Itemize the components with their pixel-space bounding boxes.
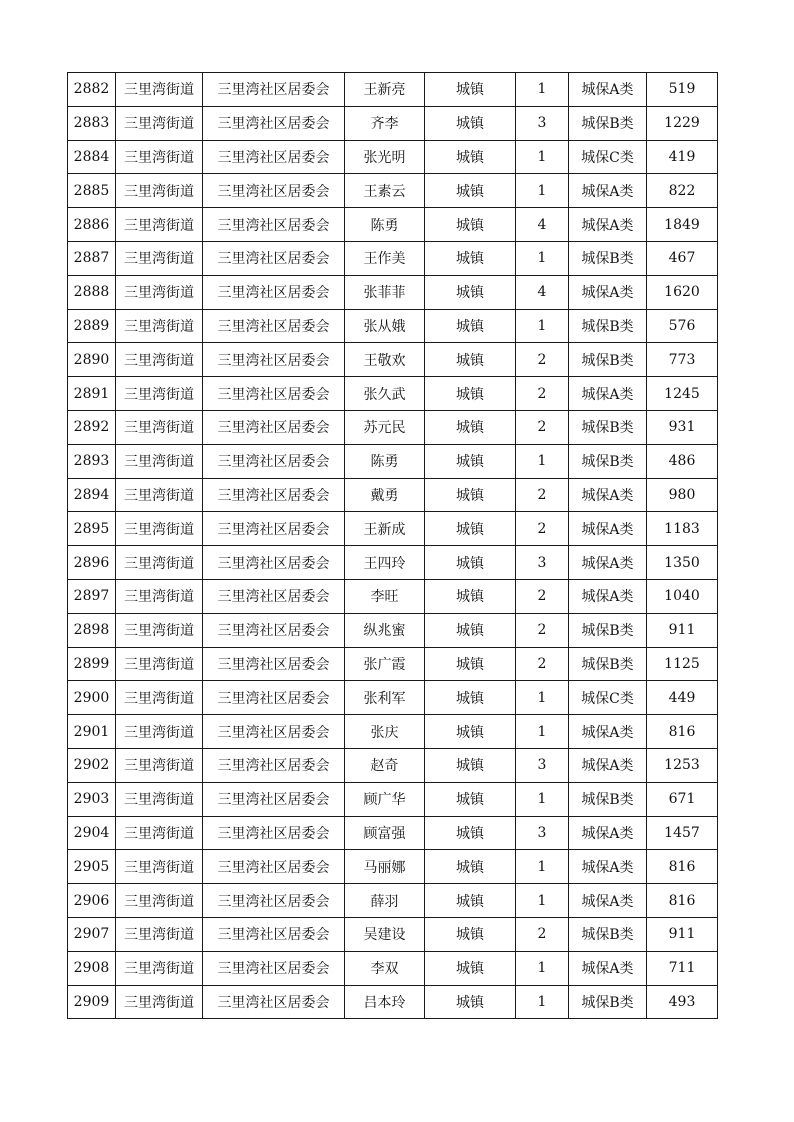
table-row [68,241,718,275]
name-cell: 陈勇 [345,444,425,478]
insurance-category-cell: 城保B类 [569,444,647,478]
table-row [68,512,718,546]
amount-cell: 1229 [647,106,718,140]
table-row [68,275,718,309]
name-cell: 张庆 [345,715,425,749]
amount-cell: 1620 [647,275,718,309]
name-cell: 顾富强 [345,816,425,850]
name-cell: 薛羽 [345,884,425,918]
insurance-category-cell: 城保A类 [569,715,647,749]
record-number: 2907 [68,917,116,951]
record-number: 2887 [68,241,116,275]
household-count-cell: 2 [516,512,569,546]
area-type-cell: 城镇 [425,985,516,1019]
area-type-cell: 城镇 [425,816,516,850]
area-type-cell: 城镇 [425,410,516,444]
amount-cell: 816 [647,850,718,884]
amount-cell: 1457 [647,816,718,850]
table-row [68,478,718,512]
amount-cell: 486 [647,444,718,478]
household-count-cell: 2 [516,343,569,377]
household-count-cell: 1 [516,681,569,715]
amount-cell: 519 [647,73,718,107]
record-number: 2902 [68,748,116,782]
table-row [68,985,718,1019]
table-row [68,106,718,140]
table-row [68,546,718,580]
record-number: 2896 [68,546,116,580]
area-type-cell: 城镇 [425,444,516,478]
insurance-category-cell: 城保B类 [569,917,647,951]
name-cell: 王四玲 [345,546,425,580]
street-cell: 三里湾街道 [116,377,203,411]
insurance-category-cell: 城保A类 [569,478,647,512]
table-row [68,140,718,174]
committee-cell: 三里湾社区居委会 [203,850,345,884]
insurance-category-cell: 城保B类 [569,241,647,275]
name-cell: 苏元民 [345,410,425,444]
record-number: 2892 [68,410,116,444]
amount-cell: 1253 [647,748,718,782]
area-type-cell: 城镇 [425,579,516,613]
insurance-category-cell: 城保A类 [569,73,647,107]
area-type-cell: 城镇 [425,106,516,140]
record-number: 2895 [68,512,116,546]
record-number: 2883 [68,106,116,140]
street-cell: 三里湾街道 [116,951,203,985]
amount-cell: 911 [647,613,718,647]
household-count-cell: 1 [516,140,569,174]
area-type-cell: 城镇 [425,917,516,951]
household-count-cell: 2 [516,579,569,613]
street-cell: 三里湾街道 [116,106,203,140]
area-type-cell: 城镇 [425,850,516,884]
household-count-cell: 4 [516,275,569,309]
street-cell: 三里湾街道 [116,512,203,546]
street-cell: 三里湾街道 [116,410,203,444]
insurance-category-cell: 城保A类 [569,816,647,850]
amount-cell: 911 [647,917,718,951]
committee-cell: 三里湾社区居委会 [203,174,345,208]
area-type-cell: 城镇 [425,546,516,580]
street-cell: 三里湾街道 [116,748,203,782]
table-row [68,884,718,918]
name-cell: 张菲菲 [345,275,425,309]
roster-table-body [68,73,718,1019]
record-number: 2899 [68,647,116,681]
street-cell: 三里湾街道 [116,241,203,275]
name-cell: 张利军 [345,681,425,715]
insurance-category-cell: 城保A类 [569,951,647,985]
committee-cell: 三里湾社区居委会 [203,343,345,377]
household-count-cell: 1 [516,985,569,1019]
amount-cell: 1183 [647,512,718,546]
area-type-cell: 城镇 [425,377,516,411]
street-cell: 三里湾街道 [116,681,203,715]
committee-cell: 三里湾社区居委会 [203,309,345,343]
street-cell: 三里湾街道 [116,309,203,343]
area-type-cell: 城镇 [425,782,516,816]
record-number: 2908 [68,951,116,985]
name-cell: 张广霞 [345,647,425,681]
table-row [68,850,718,884]
table-row [68,613,718,647]
household-count-cell: 2 [516,410,569,444]
street-cell: 三里湾街道 [116,917,203,951]
table-row [68,647,718,681]
insurance-category-cell: 城保A类 [569,884,647,918]
table-row [68,917,718,951]
committee-cell: 三里湾社区居委会 [203,377,345,411]
amount-cell: 449 [647,681,718,715]
committee-cell: 三里湾社区居委会 [203,715,345,749]
insurance-category-cell: 城保B类 [569,343,647,377]
insurance-category-cell: 城保A类 [569,748,647,782]
name-cell: 吴建设 [345,917,425,951]
table-row [68,748,718,782]
amount-cell: 773 [647,343,718,377]
name-cell: 王作美 [345,241,425,275]
record-number: 2904 [68,816,116,850]
amount-cell: 493 [647,985,718,1019]
household-count-cell: 2 [516,478,569,512]
insurance-category-cell: 城保A类 [569,579,647,613]
record-number: 2893 [68,444,116,478]
area-type-cell: 城镇 [425,748,516,782]
record-number: 2903 [68,782,116,816]
street-cell: 三里湾街道 [116,850,203,884]
amount-cell: 816 [647,715,718,749]
household-count-cell: 3 [516,106,569,140]
table-row [68,681,718,715]
area-type-cell: 城镇 [425,478,516,512]
insurance-category-cell: 城保A类 [569,275,647,309]
amount-cell: 980 [647,478,718,512]
street-cell: 三里湾街道 [116,816,203,850]
record-number: 2905 [68,850,116,884]
amount-cell: 1245 [647,377,718,411]
insurance-category-cell: 城保B类 [569,410,647,444]
insurance-category-cell: 城保A类 [569,850,647,884]
name-cell: 李旺 [345,579,425,613]
household-count-cell: 1 [516,884,569,918]
name-cell: 王新亮 [345,73,425,107]
insurance-category-cell: 城保C类 [569,140,647,174]
committee-cell: 三里湾社区居委会 [203,275,345,309]
insurance-category-cell: 城保A类 [569,546,647,580]
insurance-category-cell: 城保C类 [569,681,647,715]
insurance-category-cell: 城保A类 [569,512,647,546]
record-number: 2891 [68,377,116,411]
street-cell: 三里湾街道 [116,546,203,580]
household-count-cell: 3 [516,546,569,580]
table-row [68,715,718,749]
name-cell: 马丽娜 [345,850,425,884]
household-count-cell: 1 [516,174,569,208]
street-cell: 三里湾街道 [116,985,203,1019]
street-cell: 三里湾街道 [116,174,203,208]
street-cell: 三里湾街道 [116,140,203,174]
record-number: 2886 [68,208,116,242]
street-cell: 三里湾街道 [116,444,203,478]
committee-cell: 三里湾社区居委会 [203,73,345,107]
table-row [68,73,718,107]
committee-cell: 三里湾社区居委会 [203,140,345,174]
committee-cell: 三里湾社区居委会 [203,782,345,816]
committee-cell: 三里湾社区居委会 [203,106,345,140]
roster-table [67,72,718,1019]
area-type-cell: 城镇 [425,208,516,242]
area-type-cell: 城镇 [425,73,516,107]
street-cell: 三里湾街道 [116,478,203,512]
name-cell: 纵兆蜜 [345,613,425,647]
household-count-cell: 1 [516,309,569,343]
street-cell: 三里湾街道 [116,275,203,309]
household-count-cell: 1 [516,951,569,985]
committee-cell: 三里湾社区居委会 [203,208,345,242]
street-cell: 三里湾街道 [116,715,203,749]
insurance-category-cell: 城保B类 [569,985,647,1019]
committee-cell: 三里湾社区居委会 [203,512,345,546]
record-number: 2898 [68,613,116,647]
amount-cell: 467 [647,241,718,275]
area-type-cell: 城镇 [425,343,516,377]
record-number: 2888 [68,275,116,309]
amount-cell: 711 [647,951,718,985]
committee-cell: 三里湾社区居委会 [203,748,345,782]
area-type-cell: 城镇 [425,512,516,546]
street-cell: 三里湾街道 [116,579,203,613]
insurance-category-cell: 城保B类 [569,647,647,681]
household-count-cell: 3 [516,816,569,850]
area-type-cell: 城镇 [425,241,516,275]
committee-cell: 三里湾社区居委会 [203,613,345,647]
name-cell: 张久武 [345,377,425,411]
insurance-category-cell: 城保B类 [569,782,647,816]
name-cell: 王素云 [345,174,425,208]
amount-cell: 931 [647,410,718,444]
record-number: 2890 [68,343,116,377]
committee-cell: 三里湾社区居委会 [203,917,345,951]
committee-cell: 三里湾社区居委会 [203,985,345,1019]
amount-cell: 1040 [647,579,718,613]
table-row [68,951,718,985]
household-count-cell: 2 [516,377,569,411]
area-type-cell: 城镇 [425,275,516,309]
record-number: 2901 [68,715,116,749]
name-cell: 齐李 [345,106,425,140]
record-number: 2885 [68,174,116,208]
household-count-cell: 1 [516,241,569,275]
insurance-category-cell: 城保B类 [569,106,647,140]
name-cell: 顾广华 [345,782,425,816]
record-number: 2897 [68,579,116,613]
name-cell: 戴勇 [345,478,425,512]
area-type-cell: 城镇 [425,884,516,918]
street-cell: 三里湾街道 [116,782,203,816]
record-number: 2909 [68,985,116,1019]
record-number: 2900 [68,681,116,715]
name-cell: 王敬欢 [345,343,425,377]
committee-cell: 三里湾社区居委会 [203,478,345,512]
insurance-category-cell: 城保B类 [569,613,647,647]
insurance-category-cell: 城保B类 [569,309,647,343]
amount-cell: 822 [647,174,718,208]
area-type-cell: 城镇 [425,309,516,343]
area-type-cell: 城镇 [425,613,516,647]
committee-cell: 三里湾社区居委会 [203,546,345,580]
record-number: 2889 [68,309,116,343]
household-count-cell: 4 [516,208,569,242]
street-cell: 三里湾街道 [116,73,203,107]
household-count-cell: 1 [516,73,569,107]
name-cell: 李双 [345,951,425,985]
record-number: 2894 [68,478,116,512]
name-cell: 吕本玲 [345,985,425,1019]
table-row [68,410,718,444]
street-cell: 三里湾街道 [116,613,203,647]
household-count-cell: 1 [516,782,569,816]
table-row [68,208,718,242]
record-number: 2882 [68,73,116,107]
committee-cell: 三里湾社区居委会 [203,444,345,478]
name-cell: 张从娥 [345,309,425,343]
insurance-category-cell: 城保A类 [569,174,647,208]
table-row [68,782,718,816]
name-cell: 陈勇 [345,208,425,242]
table-row [68,816,718,850]
committee-cell: 三里湾社区居委会 [203,410,345,444]
committee-cell: 三里湾社区居委会 [203,681,345,715]
amount-cell: 1350 [647,546,718,580]
record-number: 2884 [68,140,116,174]
amount-cell: 1125 [647,647,718,681]
insurance-category-cell: 城保A类 [569,208,647,242]
amount-cell: 576 [647,309,718,343]
table-row [68,343,718,377]
street-cell: 三里湾街道 [116,208,203,242]
household-count-cell: 1 [516,444,569,478]
name-cell: 王新成 [345,512,425,546]
committee-cell: 三里湾社区居委会 [203,579,345,613]
household-count-cell: 2 [516,917,569,951]
area-type-cell: 城镇 [425,715,516,749]
amount-cell: 419 [647,140,718,174]
name-cell: 张光明 [345,140,425,174]
amount-cell: 816 [647,884,718,918]
amount-cell: 671 [647,782,718,816]
name-cell: 赵奇 [345,748,425,782]
table-row [68,174,718,208]
area-type-cell: 城镇 [425,647,516,681]
committee-cell: 三里湾社区居委会 [203,884,345,918]
area-type-cell: 城镇 [425,951,516,985]
committee-cell: 三里湾社区居委会 [203,951,345,985]
area-type-cell: 城镇 [425,140,516,174]
record-number: 2906 [68,884,116,918]
committee-cell: 三里湾社区居委会 [203,647,345,681]
table-row [68,579,718,613]
household-count-cell: 1 [516,715,569,749]
table-row [68,309,718,343]
insurance-category-cell: 城保A类 [569,377,647,411]
table-row [68,377,718,411]
committee-cell: 三里湾社区居委会 [203,241,345,275]
household-count-cell: 2 [516,647,569,681]
amount-cell: 1849 [647,208,718,242]
street-cell: 三里湾街道 [116,884,203,918]
committee-cell: 三里湾社区居委会 [203,816,345,850]
street-cell: 三里湾街道 [116,647,203,681]
table-row [68,444,718,478]
household-count-cell: 1 [516,850,569,884]
household-count-cell: 2 [516,613,569,647]
street-cell: 三里湾街道 [116,343,203,377]
area-type-cell: 城镇 [425,174,516,208]
area-type-cell: 城镇 [425,681,516,715]
household-count-cell: 3 [516,748,569,782]
